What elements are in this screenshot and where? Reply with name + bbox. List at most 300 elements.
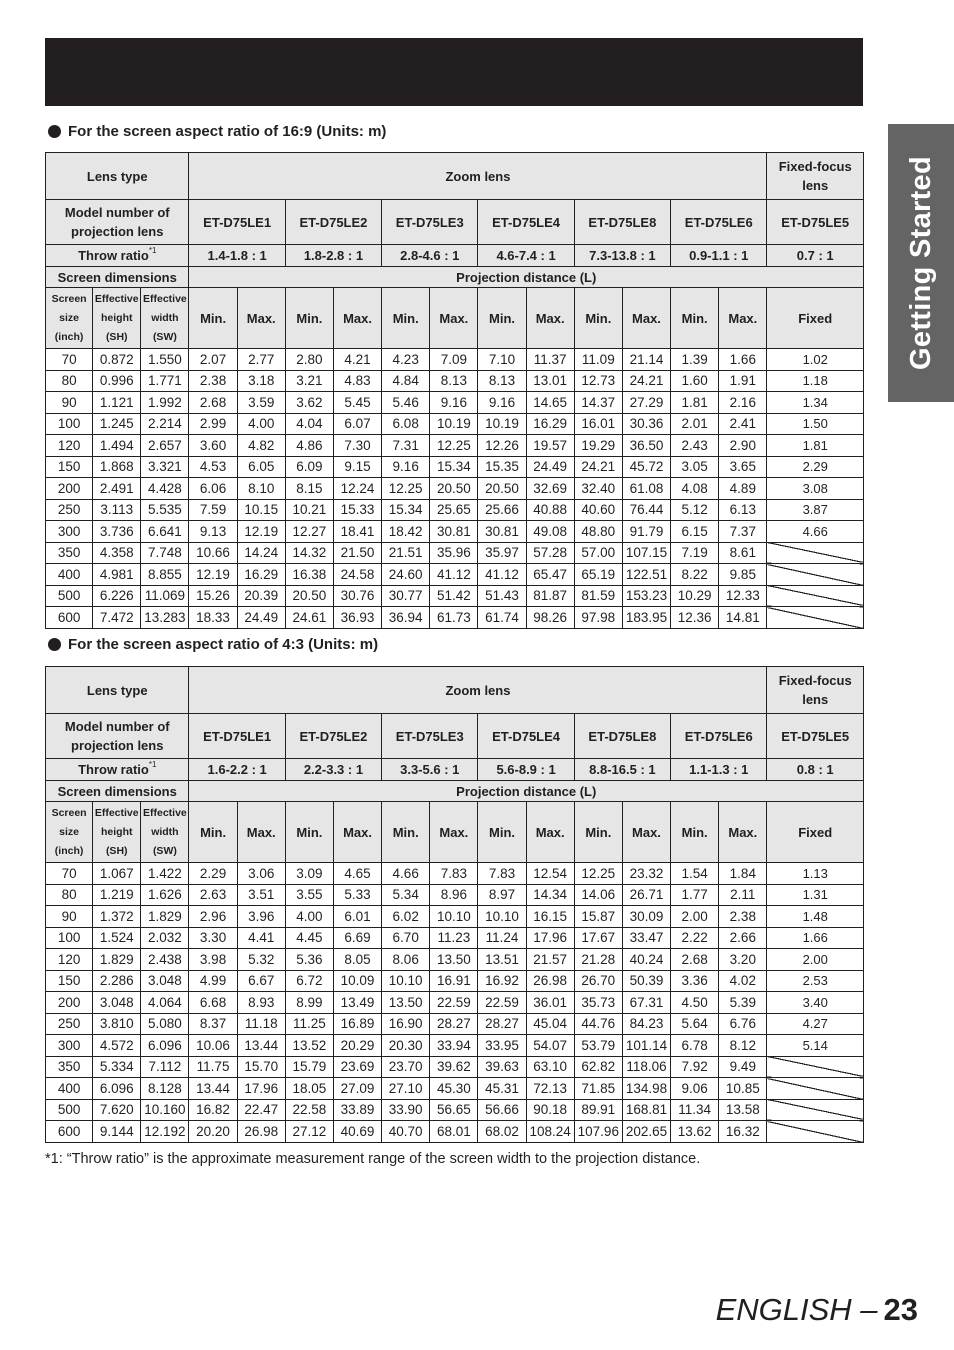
table-cell: 10.66 — [189, 542, 237, 564]
table-cell: 10.19 — [478, 413, 526, 435]
table-cell: 5.46 — [382, 392, 430, 414]
throw-ratio-cell: 1.8-2.8 : 1 — [285, 245, 381, 267]
table-cell: 24.21 — [622, 370, 670, 392]
model-number-cell: ET-D75LE8 — [574, 200, 670, 245]
table-cell: 202.65 — [622, 1121, 670, 1143]
footnote-marker: *1 — [148, 246, 157, 255]
table-cell: 98.26 — [526, 607, 574, 629]
table-cell: 1.219 — [93, 884, 141, 906]
table-cell: 10.10 — [478, 906, 526, 928]
side-tab-label: Getting Started — [904, 156, 937, 370]
page-number-value: 23 — [883, 1292, 918, 1327]
table-cell: 3.048 — [141, 970, 189, 992]
min-header: Min. — [574, 288, 622, 349]
table-cell: 45.30 — [430, 1078, 478, 1100]
table-cell: 39.63 — [478, 1056, 526, 1078]
table-cell: 3.05 — [671, 456, 719, 478]
table-cell: 1.34 — [767, 392, 864, 414]
table-row — [46, 1099, 864, 1121]
table-cell: 6.01 — [333, 906, 381, 928]
table-cell: 168.81 — [622, 1099, 670, 1121]
table-cell: 10.10 — [430, 906, 478, 928]
table-cell: 7.472 — [93, 607, 141, 629]
table-cell: 6.05 — [237, 456, 285, 478]
table-cell: 2.00 — [767, 949, 864, 971]
table-cell: 100 — [46, 413, 93, 435]
table-cell: 2.66 — [719, 927, 767, 949]
table-cell: 1.48 — [767, 906, 864, 928]
table-cell: 13.50 — [382, 992, 430, 1014]
min-header: Min. — [382, 802, 430, 863]
throw-ratio-cell: 0.9-1.1 : 1 — [671, 245, 767, 267]
table-cell: 57.00 — [574, 542, 622, 564]
table-cell: 4.27 — [767, 1013, 864, 1035]
table-cell: 49.08 — [526, 521, 574, 543]
table-cell: 35.96 — [430, 542, 478, 564]
table-cell: 36.93 — [333, 607, 381, 629]
table-cell: 2.657 — [141, 435, 189, 457]
table-cell: 39.62 — [430, 1056, 478, 1078]
table-cell: 4.358 — [93, 542, 141, 564]
table-cell: 5.080 — [141, 1013, 189, 1035]
table-cell: 5.334 — [93, 1056, 141, 1078]
lens-type-header: Lens type — [46, 667, 189, 714]
table-cell: 12.25 — [574, 863, 622, 885]
table-cell: 24.58 — [333, 564, 381, 586]
table-cell: 15.70 — [237, 1056, 285, 1078]
table-cell: 11.23 — [430, 927, 478, 949]
zoom-lens-header: Zoom lens — [189, 153, 767, 200]
table-cell: 6.02 — [382, 906, 430, 928]
table-row — [46, 521, 864, 543]
table-cell: 10.85 — [719, 1078, 767, 1100]
table-row — [46, 949, 864, 971]
table-cell: 8.97 — [478, 884, 526, 906]
table-cell: 4.02 — [719, 970, 767, 992]
table-cell: 12.19 — [237, 521, 285, 543]
table-cell: 16.92 — [478, 970, 526, 992]
table-cell: 120 — [46, 435, 93, 457]
min-header: Min. — [189, 288, 237, 349]
table-cell: 4.83 — [333, 370, 381, 392]
table-cell: 15.79 — [285, 1056, 333, 1078]
table-cell: 1.50 — [767, 413, 864, 435]
table-cell: 3.810 — [93, 1013, 141, 1035]
table-cell: 14.32 — [285, 542, 333, 564]
min-header: Min. — [189, 802, 237, 863]
table-cell: 8.15 — [285, 478, 333, 500]
table-cell: 20.50 — [478, 478, 526, 500]
table-cell: 26.71 — [622, 884, 670, 906]
table-cell: 6.72 — [285, 970, 333, 992]
table-cell: 90 — [46, 392, 93, 414]
table-cell: 9.16 — [382, 456, 430, 478]
table-cell: 4.064 — [141, 992, 189, 1014]
page-label: ENGLISH – — [715, 1292, 878, 1327]
table-cell: 33.90 — [382, 1099, 430, 1121]
screen-size-header: Screen size (inch) — [46, 288, 93, 349]
table-cell: 90 — [46, 906, 93, 928]
table-cell: 13.44 — [189, 1078, 237, 1100]
table-cell: 51.43 — [478, 585, 526, 607]
table-cell: 17.96 — [526, 927, 574, 949]
table-cell: 3.65 — [719, 456, 767, 478]
table-cell: 9.85 — [719, 564, 767, 586]
table-cell: 2.53 — [767, 970, 864, 992]
table-cell: 6.67 — [237, 970, 285, 992]
table-cell: 4.66 — [382, 863, 430, 885]
table-cell: 1.54 — [671, 863, 719, 885]
throw-ratio-cell: 1.6-2.2 : 1 — [189, 759, 285, 781]
table-cell: 41.12 — [430, 564, 478, 586]
table-cell: 19.29 — [574, 435, 622, 457]
table-row — [46, 435, 864, 457]
table-cell: 2.29 — [189, 863, 237, 885]
table-4-3 — [45, 666, 864, 1143]
table-cell: 22.58 — [285, 1099, 333, 1121]
table-cell: 2.491 — [93, 478, 141, 500]
max-header: Max. — [237, 802, 285, 863]
page-number — [716, 1292, 918, 1328]
table-cell: 122.51 — [622, 564, 670, 586]
table-cell: 50.39 — [622, 970, 670, 992]
table-cell: 3.113 — [93, 499, 141, 521]
min-header: Min. — [285, 288, 333, 349]
table-cell: 1.39 — [671, 349, 719, 371]
table-cell: 20.20 — [189, 1121, 237, 1143]
table-cell: 11.25 — [285, 1013, 333, 1035]
table-cell: 150 — [46, 456, 93, 478]
table-row — [46, 392, 864, 414]
table-row — [46, 884, 864, 906]
table-cell: 350 — [46, 542, 93, 564]
table-cell: 6.13 — [719, 499, 767, 521]
table-cell: 150 — [46, 970, 93, 992]
table-cell: 11.37 — [526, 349, 574, 371]
throw-ratio-cell: 3.3-5.6 : 1 — [382, 759, 478, 781]
table-cell: 40.70 — [382, 1121, 430, 1143]
table-cell: 1.868 — [93, 456, 141, 478]
table-cell: 500 — [46, 1099, 93, 1121]
table-cell: 13.49 — [333, 992, 381, 1014]
table-cell: 1.13 — [767, 863, 864, 885]
table-cell: 12.24 — [333, 478, 381, 500]
table-cell: 24.49 — [237, 607, 285, 629]
side-tab[interactable] — [888, 124, 954, 402]
throw-ratio-cell: 8.8-16.5 : 1 — [574, 759, 670, 781]
min-header: Min. — [671, 802, 719, 863]
max-header: Max. — [526, 802, 574, 863]
table-cell: 8.13 — [430, 370, 478, 392]
table-cell: 56.66 — [478, 1099, 526, 1121]
table-cell: 22.59 — [430, 992, 478, 1014]
table-cell: 4.00 — [285, 906, 333, 928]
model-number-cell: ET-D75LE6 — [671, 200, 767, 245]
min-header: Min. — [478, 288, 526, 349]
table-cell: 12.27 — [285, 521, 333, 543]
not-applicable-cell — [767, 1121, 864, 1143]
table-cell: 70 — [46, 349, 93, 371]
table-cell: 8.93 — [237, 992, 285, 1014]
table-cell: 6.70 — [382, 927, 430, 949]
table-cell: 250 — [46, 1013, 93, 1035]
table-cell: 4.53 — [189, 456, 237, 478]
throw-ratio-header — [46, 245, 189, 267]
table-cell: 26.98 — [237, 1121, 285, 1143]
table-row — [46, 478, 864, 500]
table-cell: 61.08 — [622, 478, 670, 500]
table-cell: 8.99 — [285, 992, 333, 1014]
table-cell: 2.99 — [189, 413, 237, 435]
table-cell: 6.78 — [671, 1035, 719, 1057]
table-cell: 500 — [46, 585, 93, 607]
table-cell: 11.34 — [671, 1099, 719, 1121]
table-cell: 2.38 — [719, 906, 767, 928]
table-cell: 1.02 — [767, 349, 864, 371]
table-cell: 16.82 — [189, 1099, 237, 1121]
table-cell: 9.144 — [93, 1121, 141, 1143]
table-cell: 1.626 — [141, 884, 189, 906]
table-cell: 4.23 — [382, 349, 430, 371]
effective-height-header: Effective height (SH) — [93, 802, 141, 863]
table-cell: 4.50 — [671, 992, 719, 1014]
table-cell: 3.51 — [237, 884, 285, 906]
table-cell: 8.06 — [382, 949, 430, 971]
table-cell: 2.63 — [189, 884, 237, 906]
table-cell: 80 — [46, 884, 93, 906]
table-cell: 0.872 — [93, 349, 141, 371]
table-cell: 27.12 — [285, 1121, 333, 1143]
table-cell: 5.45 — [333, 392, 381, 414]
table-cell: 14.65 — [526, 392, 574, 414]
table-cell: 63.10 — [526, 1056, 574, 1078]
throw-ratio-label: Throw ratio — [78, 762, 149, 777]
table-cell: 1.524 — [93, 927, 141, 949]
table-cell: 10.09 — [333, 970, 381, 992]
table-cell: 600 — [46, 1121, 93, 1143]
table-cell: 18.42 — [382, 521, 430, 543]
model-number-cell: ET-D75LE2 — [285, 200, 381, 245]
table-cell: 23.70 — [382, 1056, 430, 1078]
section-title-16-9 — [48, 123, 386, 140]
table-cell: 36.50 — [622, 435, 670, 457]
table-cell: 8.10 — [237, 478, 285, 500]
table-cell: 7.37 — [719, 521, 767, 543]
table-cell: 8.61 — [719, 542, 767, 564]
table-cell: 9.15 — [333, 456, 381, 478]
table-cell: 6.096 — [141, 1035, 189, 1057]
table-cell: 26.98 — [526, 970, 574, 992]
table-cell: 16.90 — [382, 1013, 430, 1035]
table-cell: 68.02 — [478, 1121, 526, 1143]
table-row — [46, 499, 864, 521]
projection-distance-header: Projection distance (L) — [189, 267, 864, 288]
table-cell: 1.84 — [719, 863, 767, 885]
table-cell: 40.69 — [333, 1121, 381, 1143]
table-cell: 4.45 — [285, 927, 333, 949]
throw-ratio-label: Throw ratio — [78, 248, 149, 263]
table-cell: 30.36 — [622, 413, 670, 435]
table-row — [46, 992, 864, 1014]
table-cell: 21.50 — [333, 542, 381, 564]
table-cell: 300 — [46, 1035, 93, 1057]
table-cell: 28.27 — [478, 1013, 526, 1035]
table-cell: 4.65 — [333, 863, 381, 885]
table-cell: 10.15 — [237, 499, 285, 521]
table-cell: 7.59 — [189, 499, 237, 521]
min-header: Min. — [285, 802, 333, 863]
table-cell: 12.192 — [141, 1121, 189, 1143]
max-header: Max. — [526, 288, 574, 349]
table-row — [46, 607, 864, 629]
table-cell: 108.24 — [526, 1121, 574, 1143]
table-cell: 101.14 — [622, 1035, 670, 1057]
throw-ratio-cell: 2.2-3.3 : 1 — [285, 759, 381, 781]
table-cell: 7.92 — [671, 1056, 719, 1078]
table-cell: 3.59 — [237, 392, 285, 414]
table-row — [46, 370, 864, 392]
table-cell: 8.22 — [671, 564, 719, 586]
table-cell: 12.54 — [526, 863, 574, 885]
table-cell: 45.31 — [478, 1078, 526, 1100]
table-cell: 2.29 — [767, 456, 864, 478]
max-header: Max. — [622, 288, 670, 349]
table-cell: 10.21 — [285, 499, 333, 521]
table-cell: 90.18 — [526, 1099, 574, 1121]
table-cell: 10.10 — [382, 970, 430, 992]
table-cell: 13.44 — [237, 1035, 285, 1057]
table-cell: 21.57 — [526, 949, 574, 971]
section-title-text: For the screen aspect ratio of 4:3 (Units: m) — [68, 636, 379, 653]
table-cell: 3.40 — [767, 992, 864, 1014]
table-cell: 1.422 — [141, 863, 189, 885]
table-cell: 153.23 — [622, 585, 670, 607]
table-cell: 28.27 — [430, 1013, 478, 1035]
table-cell: 10.19 — [430, 413, 478, 435]
min-header: Min. — [382, 288, 430, 349]
table-cell: 1.372 — [93, 906, 141, 928]
table-row — [46, 1121, 864, 1143]
table-cell: 5.36 — [285, 949, 333, 971]
table-cell: 7.30 — [333, 435, 381, 457]
table-cell: 11.09 — [574, 349, 622, 371]
table-cell: 1.81 — [671, 392, 719, 414]
table-cell: 27.09 — [333, 1078, 381, 1100]
table-cell: 4.21 — [333, 349, 381, 371]
table-cell: 3.08 — [767, 478, 864, 500]
table-cell: 35.73 — [574, 992, 622, 1014]
table-cell: 4.04 — [285, 413, 333, 435]
table-cell: 12.25 — [382, 478, 430, 500]
table-cell: 13.51 — [478, 949, 526, 971]
table-cell: 6.096 — [93, 1078, 141, 1100]
screen-dimensions-header: Screen dimensions — [46, 781, 189, 802]
table-cell: 16.38 — [285, 564, 333, 586]
table-cell: 33.95 — [478, 1035, 526, 1057]
table-cell: 30.81 — [478, 521, 526, 543]
table-cell: 81.87 — [526, 585, 574, 607]
table-cell: 13.52 — [285, 1035, 333, 1057]
fixed-focus-header: Fixed-focus lens — [767, 153, 864, 200]
table-cell: 2.90 — [719, 435, 767, 457]
table-cell: 80 — [46, 370, 93, 392]
table-cell: 5.33 — [333, 884, 381, 906]
section-title-text: For the screen aspect ratio of 16:9 (Units: m) — [68, 123, 387, 140]
table-cell: 4.86 — [285, 435, 333, 457]
table-cell: 24.49 — [526, 456, 574, 478]
table-cell: 62.82 — [574, 1056, 622, 1078]
table-cell: 24.21 — [574, 456, 622, 478]
table-cell: 118.06 — [622, 1056, 670, 1078]
table-cell: 21.14 — [622, 349, 670, 371]
table-cell: 68.01 — [430, 1121, 478, 1143]
table-cell: 5.535 — [141, 499, 189, 521]
table-row — [46, 456, 864, 478]
table-cell: 2.22 — [671, 927, 719, 949]
table-cell: 200 — [46, 992, 93, 1014]
table-cell: 2.80 — [285, 349, 333, 371]
table-cell: 5.14 — [767, 1035, 864, 1057]
table-row — [46, 863, 864, 885]
table-cell: 5.34 — [382, 884, 430, 906]
table-cell: 16.15 — [526, 906, 574, 928]
table-cell: 15.33 — [333, 499, 381, 521]
table-cell: 33.89 — [333, 1099, 381, 1121]
table-cell: 107.15 — [622, 542, 670, 564]
table-cell: 1.494 — [93, 435, 141, 457]
fixed-header: Fixed — [767, 288, 864, 349]
table-cell: 6.226 — [93, 585, 141, 607]
table-cell: 12.73 — [574, 370, 622, 392]
table-cell: 84.23 — [622, 1013, 670, 1035]
table-cell: 7.10 — [478, 349, 526, 371]
model-number-cell: ET-D75LE5 — [767, 200, 864, 245]
table-cell: 51.42 — [430, 585, 478, 607]
table-cell: 18.41 — [333, 521, 381, 543]
table-cell: 7.09 — [430, 349, 478, 371]
table-cell: 7.748 — [141, 542, 189, 564]
table-cell: 3.30 — [189, 927, 237, 949]
table-cell: 2.68 — [189, 392, 237, 414]
table-cell: 12.26 — [478, 435, 526, 457]
table-cell: 4.00 — [237, 413, 285, 435]
table-cell: 5.32 — [237, 949, 285, 971]
table-cell: 2.16 — [719, 392, 767, 414]
table-cell: 15.34 — [430, 456, 478, 478]
throw-ratio-cell: 7.3-13.8 : 1 — [574, 245, 670, 267]
table-cell: 89.91 — [574, 1099, 622, 1121]
bullet-icon — [48, 638, 61, 651]
table-cell: 30.77 — [382, 585, 430, 607]
table-cell: 65.47 — [526, 564, 574, 586]
table-cell: 1.77 — [671, 884, 719, 906]
table-cell: 11.069 — [141, 585, 189, 607]
table-cell: 8.128 — [141, 1078, 189, 1100]
table-cell: 48.80 — [574, 521, 622, 543]
table-cell: 1.829 — [141, 906, 189, 928]
table-cell: 9.13 — [189, 521, 237, 543]
min-header: Min. — [671, 288, 719, 349]
table-cell: 40.24 — [622, 949, 670, 971]
not-applicable-cell — [767, 585, 864, 607]
table-cell: 1.550 — [141, 349, 189, 371]
projection-distance-header: Projection distance (L) — [189, 781, 864, 802]
table-cell: 2.77 — [237, 349, 285, 371]
table-cell: 45.72 — [622, 456, 670, 478]
table-cell: 45.04 — [526, 1013, 574, 1035]
table-cell: 7.112 — [141, 1056, 189, 1078]
table-cell: 4.66 — [767, 521, 864, 543]
